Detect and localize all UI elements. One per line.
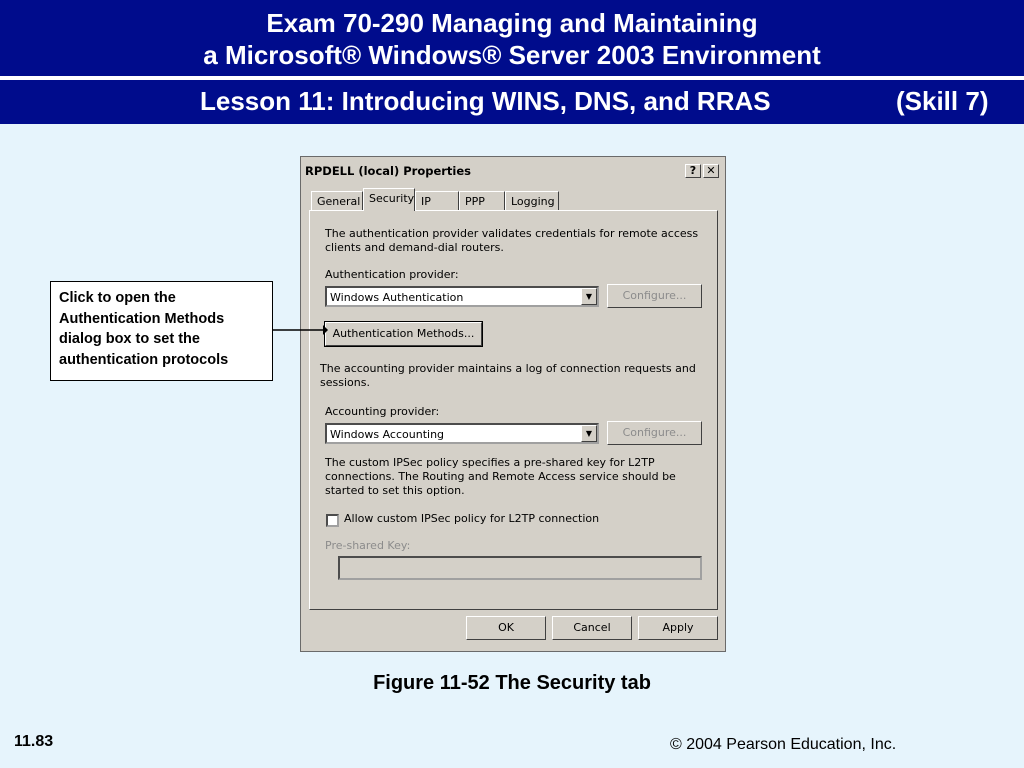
help-button[interactable]: ? [685,164,701,178]
authentication-methods-button[interactable]: Authentication Methods... [325,322,482,346]
dialog-title-bar [303,159,723,181]
auth-provider-select[interactable] [325,286,599,307]
apply-button[interactable]: Apply [638,616,718,640]
copyright: © 2004 Pearson Education, Inc. [670,736,897,753]
chevron-down-icon[interactable]: ▼ [581,425,597,442]
tab-logging[interactable]: Logging [505,191,559,211]
auth-configure-button[interactable]: Configure... [607,284,702,308]
slide-header [0,0,1024,76]
lesson-title: Lesson 11: Introducing WINS, DNS, and RRAS [200,86,771,116]
page-number: 11.83 [14,733,54,750]
cancel-button[interactable]: Cancel [552,616,632,640]
ok-button[interactable]: OK [466,616,546,640]
accounting-provider-value: Windows Accounting [330,428,445,441]
auth-provider-label: Authentication provider: [325,268,459,281]
ipsec-policy-checkbox[interactable] [326,514,339,527]
tab-general[interactable]: General [311,191,363,211]
close-button[interactable]: ✕ [703,164,719,178]
properties-dialog [300,156,726,652]
ipsec-description: The custom IPSec policy specifies a pre-shared key for L2TP connections. The Routing and Remote Access service should be started to set this option. [325,456,676,497]
preshared-key-label: Pre-shared Key: [325,539,411,552]
tab-security[interactable]: Security [363,188,415,211]
accounting-description: The accounting provider maintains a log of connection requests and sessions. [320,362,696,389]
tab-ppp[interactable]: PPP [459,191,505,211]
slide-title-line1: Exam 70-290 Managing and Maintaining [266,8,758,38]
preshared-key-input[interactable] [338,556,702,580]
lesson-bar [0,80,1024,124]
ipsec-checkbox-label[interactable]: Allow custom IPSec policy for L2TP connection [344,512,600,525]
tab-ip[interactable]: IP [415,191,459,211]
skill-label: (Skill 7) [896,86,989,116]
dialog-title: RPDELL (local) Properties [305,164,472,178]
auth-description: The authentication provider validates credentials for remote access clients and demand-dial routers. [325,227,699,254]
callout-arrow [273,320,328,340]
accounting-provider-label: Accounting provider: [325,405,440,418]
accounting-provider-select[interactable] [325,423,599,444]
slide-title-line2: a Microsoft® Windows® Server 2003 Environment [203,40,821,70]
figure-caption: Figure 11-52 The Security tab [373,672,651,694]
accounting-configure-button[interactable]: Configure... [607,421,702,445]
auth-provider-value: Windows Authentication [330,291,464,304]
chevron-down-icon[interactable]: ▼ [581,288,597,305]
callout-box: Click to open the Authentication Methods dialog box to set the authentication protocols [50,281,273,381]
